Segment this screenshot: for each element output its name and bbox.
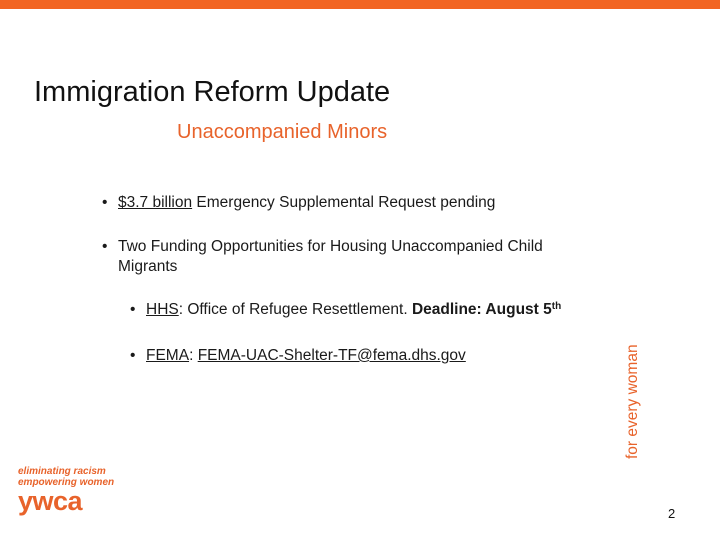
top-accent-bar: [0, 0, 720, 9]
tagline-vertical: for every woman: [624, 344, 641, 459]
sub-bullet-fema: [130, 346, 466, 366]
logo-line2: empowering women: [18, 477, 115, 488]
fema-separator: :: [189, 347, 198, 364]
bullet-dot: •: [102, 238, 108, 255]
bullet-dot: •: [102, 194, 108, 211]
slide-title: Immigration Reform Update: [34, 76, 391, 108]
bullet-text: Emergency Supplemental Request pending: [192, 194, 496, 211]
fema-email-link[interactable]: FEMA-UAC-Shelter-TF@fema.dhs.gov: [197, 347, 466, 364]
hhs-text: : Office of Refugee Resettlement.: [178, 301, 412, 318]
logo-brand: ywca: [18, 486, 83, 516]
billion-link[interactable]: $3.7 billion: [118, 194, 193, 211]
bullet-funding-opportunities: [102, 237, 622, 277]
slide-subtitle: Unaccompanied Minors: [177, 121, 388, 143]
ywca-logo: [18, 466, 114, 514]
page-number: 2: [668, 506, 676, 521]
sub-bullet-hhs: [130, 300, 561, 320]
bullet-text-line2: Migrants: [118, 258, 178, 275]
hhs-link[interactable]: HHS: [146, 301, 179, 318]
fema-link[interactable]: FEMA: [146, 347, 190, 364]
deadline-suffix: th: [551, 301, 562, 312]
bullet-emergency-supplemental: [102, 193, 495, 213]
bullet-dot: •: [130, 301, 136, 318]
logo-line1: eliminating racism: [18, 466, 106, 477]
bullet-dot: •: [130, 347, 136, 364]
deadline-text: Deadline: August 5: [411, 301, 552, 318]
bullet-text-line1: Two Funding Opportunities for Housing Unaccompanied Child: [118, 238, 543, 255]
